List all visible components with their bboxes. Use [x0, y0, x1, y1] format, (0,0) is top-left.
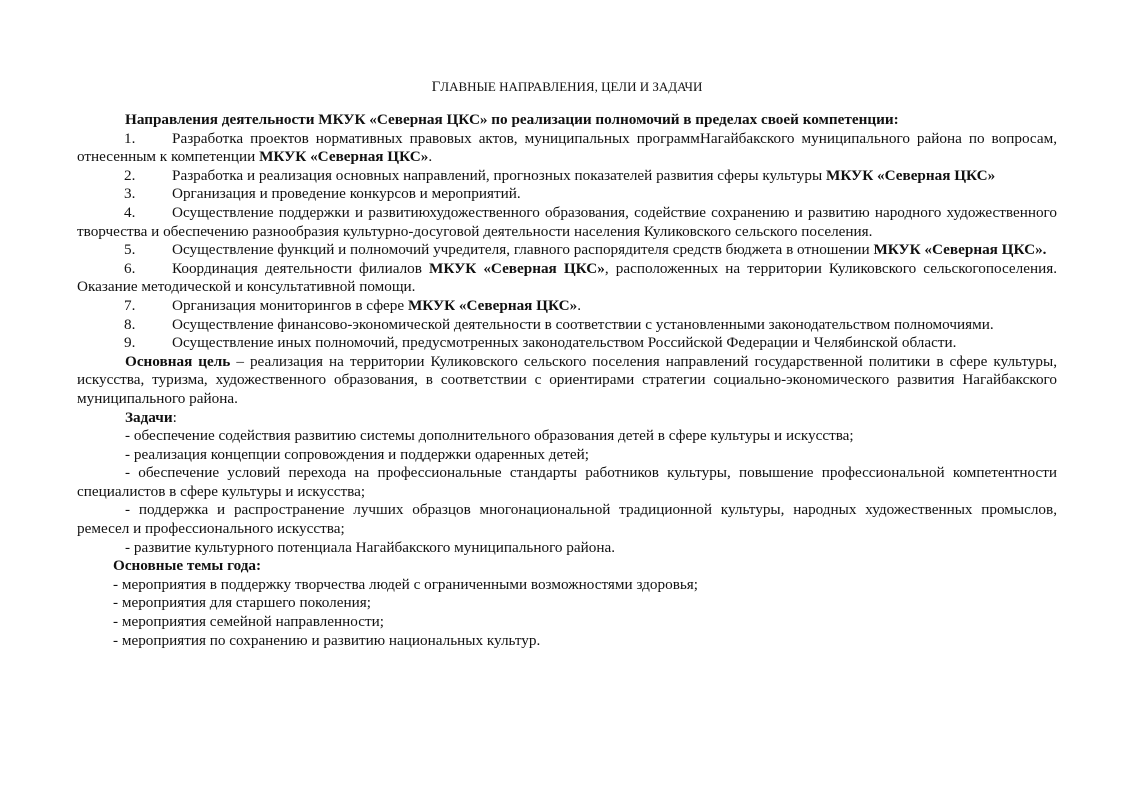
- direction-item-2: [77, 167, 1057, 186]
- document-body: [77, 111, 1057, 650]
- direction-item-6: [77, 260, 1057, 297]
- tasks-colon: :: [172, 408, 177, 426]
- item-text-end: .: [428, 148, 433, 166]
- theme-item: - мероприятия по сохранению и развитию национальных культур.: [113, 631, 541, 649]
- theme-item: - мероприятия семейной направленности;: [113, 613, 384, 631]
- item-text: Осуществление функций и полномочий учредителя, главного распорядителя средств бюджета в отношении: [172, 241, 874, 259]
- item-text: Разработка и реализация основных направлений, прогнозных показателей развития сферы культуры: [172, 166, 826, 184]
- item-text: Осуществление иных полномочий, предусмотренных законодательством Российской Федерации и Челябинской области.: [172, 334, 957, 352]
- item-number: 7.: [124, 296, 136, 314]
- direction-item-5: [77, 241, 1057, 260]
- task-item: - обеспечение условий перехода на профессиональные стандарты работников культуры, повышение профессиональной компетентности специалистов в сфере культуры и искусства;: [77, 464, 1057, 500]
- item-org: МКУК «Северная ЦКС»: [826, 166, 996, 184]
- item-number: 6.: [124, 259, 136, 277]
- task-item: - реализация концепции сопровождения и поддержки одаренных детей;: [125, 445, 589, 463]
- tasks-label: Задачи: [125, 408, 173, 426]
- item-number: 8.: [124, 315, 136, 333]
- item-number: 5.: [124, 241, 136, 259]
- theme-item: - мероприятия для старшего поколения;: [113, 594, 371, 612]
- direction-item-4: [77, 204, 1057, 241]
- document-title: [77, 78, 1057, 97]
- item-number: 4.: [124, 203, 136, 221]
- direction-item-3: [77, 185, 1057, 204]
- item-text: Организация и проведение конкурсов и мероприятий.: [172, 185, 521, 203]
- title-initial: Г: [431, 79, 441, 95]
- title-rest: ЛАВНЫЕ НАПРАВЛЕНИЯ, ЦЕЛИ И ЗАДАЧИ: [440, 79, 703, 94]
- direction-item-1: [77, 130, 1057, 167]
- item-number: 3.: [124, 185, 136, 203]
- item-number: 9.: [124, 334, 136, 352]
- theme-item: - мероприятия в поддержку творчества людей с ограниченными возможностями здоровья;: [113, 575, 698, 593]
- item-org: МКУК «Северная ЦКС»: [259, 148, 429, 166]
- tasks-heading: [77, 409, 1057, 428]
- item-org: МКУК «Северная ЦКС»: [429, 259, 605, 277]
- task-item: - обеспечение содействия развитию системы дополнительного образования детей в сфере культуры и искусства;: [125, 427, 854, 445]
- task-item: - поддержка и распространение лучших образцов многонациональной традиционной культуры, народных художественных промыслов, ремесел и профессионального искусства;: [77, 501, 1057, 538]
- item-text: Осуществление поддержки и развитиюхудожественного образования, содействие сохранению и развитию народного художественного творчества и обеспечению разнообразия культурно-досуговой деятельности населения Куликовского сельского поселения.: [77, 203, 1057, 240]
- item-text-end: .: [577, 296, 581, 314]
- directions-heading-text: Направления деятельности МКУК «Северная ЦКС» по реализации полномочий в пределах своей компетенции:: [125, 111, 899, 128]
- item-number: 1.: [124, 129, 136, 147]
- item-text-end: , расположенных на территории Куликовского сельскогопоселения. Оказание методической и консультативной помощи.: [77, 259, 1057, 296]
- themes-label: Основные темы года:: [113, 557, 262, 575]
- main-goal: [77, 353, 1057, 409]
- directions-heading: [77, 111, 1057, 130]
- item-org: МКУК «Северная ЦКС».: [873, 241, 1047, 259]
- item-org: МКУК «Северная ЦКС»: [407, 296, 578, 314]
- main-goal-label: Основная цель: [125, 352, 231, 370]
- item-text: Организация мониторингов в сфере: [172, 296, 408, 314]
- main-goal-text: – реализация на территории Куликовского сельского поселения направлений государственной политики в сфере культуры, искусства, туризма, художественного образования, в соответствии с ориентирами стратегии социально-экономического развития Нагайбакского муниципального района.: [77, 352, 1057, 407]
- direction-item-8: [77, 316, 1057, 335]
- direction-item-7: [77, 297, 1057, 316]
- item-text: Разработка проектов нормативных правовых актов, муниципальных программНагайбакского муниципального района по вопросам, отнесенным к компетенции: [77, 129, 1057, 166]
- task-item: - развитие культурного потенциала Нагайбакского муниципального района.: [125, 538, 616, 556]
- item-text: Осуществление финансово-экономической деятельности в соответствии с установленными законодательством полномочиями.: [172, 315, 994, 333]
- item-number: 2.: [124, 166, 136, 184]
- direction-item-9: [77, 334, 1057, 353]
- themes-heading: [77, 557, 1057, 576]
- item-text: Координация деятельности филиалов: [172, 259, 430, 277]
